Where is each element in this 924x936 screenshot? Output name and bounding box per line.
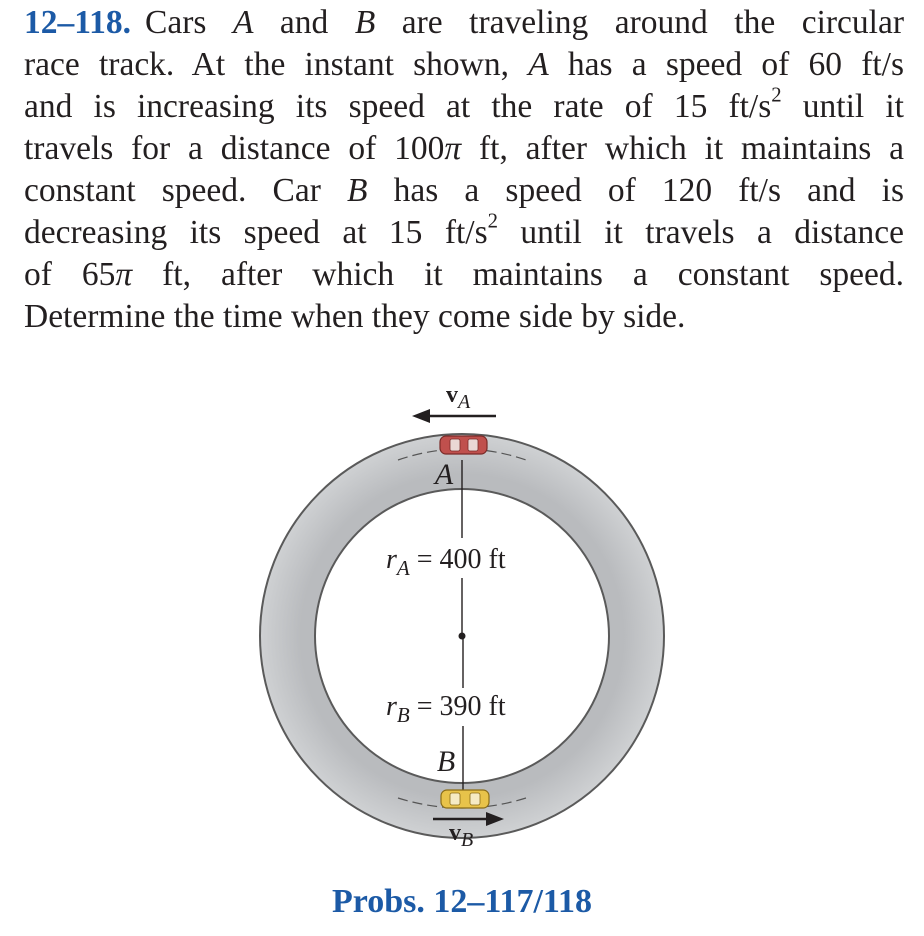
car-A: [440, 436, 487, 454]
problem-line-5: constant speed. Car B has a speed of 120 ft/s and is: [24, 172, 904, 209]
car-B: [441, 790, 489, 808]
car-B-label: B: [436, 745, 456, 778]
problem-number: 12–118.: [24, 4, 132, 41]
velocity-arrow-A: [412, 409, 496, 423]
problem-line-6: decreasing its speed at 15 $ft/s^2$ until it travels a distance: [24, 209, 904, 251]
problem-line-3: and is increasing its speed at the rate of 15 $ft/s^2$ until it: [24, 83, 904, 125]
problem-line-8: Determine the time when they come side by side.: [24, 298, 686, 335]
problem-line-4: travels for a distance of 100π ft, after which it maintains a: [24, 130, 905, 167]
vB-label: $v_B$: [449, 820, 474, 851]
problem-line-2: race track. At the instant shown, A has a speed of 60 ft/s: [24, 46, 904, 83]
radius-B-label: $r_B = 390$ ft: [386, 691, 506, 727]
problem-line-7: of 65π ft, after which it maintains a constant speed.: [24, 256, 904, 293]
problem-line-1: 12–118. Cars A and B are traveling around the circular: [24, 4, 905, 41]
figure-caption: Probs. 12–117/118: [331, 883, 593, 920]
car-A-label: A: [434, 458, 454, 491]
problem-statement: [24, 2, 904, 338]
vA-label: $v_A$: [446, 382, 471, 413]
track-center-point: [459, 633, 466, 640]
race-track-figure: [0, 360, 924, 936]
radius-A-label: $r_A = 400$ ft: [386, 544, 506, 580]
